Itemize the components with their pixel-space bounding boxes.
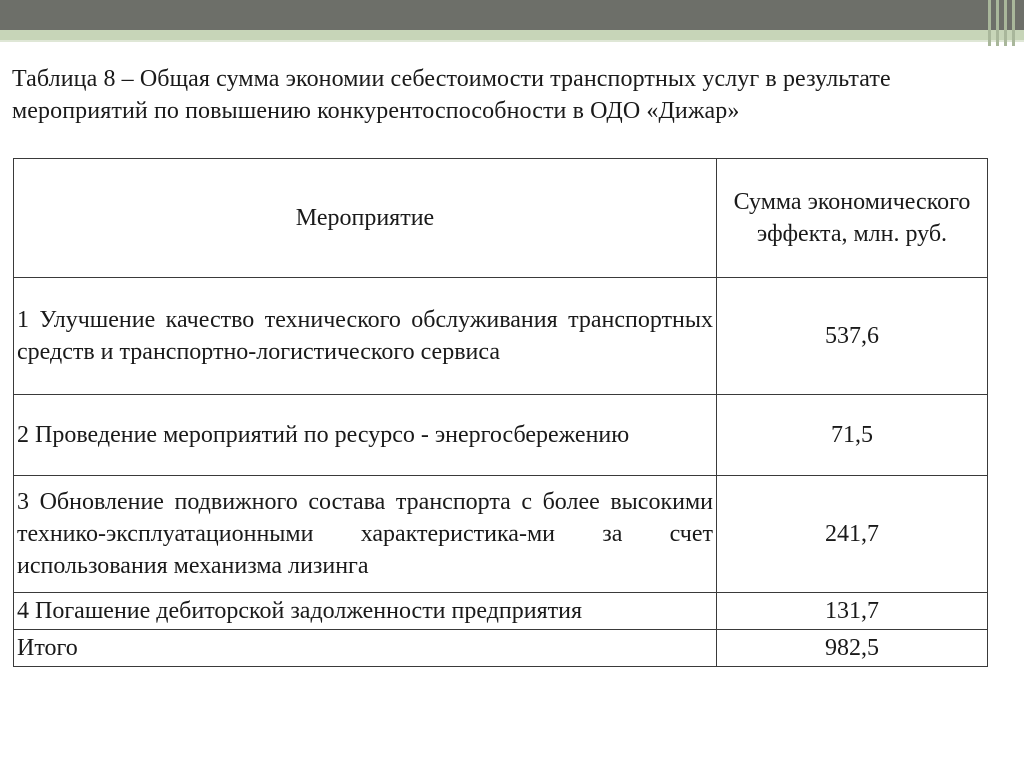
total-label: Итого [14, 630, 717, 667]
row-activity: 1 Улучшение качество технического обслуживания транспортных средств и транспортно-логистического сервиса [14, 278, 717, 395]
slide-accent-band [0, 30, 1024, 40]
row-activity: 3 Обновление подвижного состава транспорта с более высокими технико-эксплуатационными характеристика-ми за счет использования механизма лизинга [14, 476, 717, 593]
table-header-row [14, 159, 988, 278]
row-amount: 131,7 [717, 593, 988, 630]
table-row [14, 593, 988, 630]
header-amount: Сумма экономического эффекта, млн. руб. [717, 159, 988, 278]
slide-accent-line [0, 40, 1024, 42]
total-amount: 982,5 [717, 630, 988, 667]
economy-table [13, 158, 988, 667]
row-activity: 2 Проведение мероприятий по ресурсо - энергосбережению [14, 395, 717, 476]
table-caption: Таблица 8 – Общая сумма экономии себестоимости транспортных услуг в результате мероприятий по повышению конкурентоспособности в ОДО «Дижар» [12, 66, 891, 124]
row-amount: 537,6 [717, 278, 988, 395]
row-activity: 4 Погашение дебиторской задолженности предприятия [14, 593, 717, 630]
header-activity: Мероприятие [14, 159, 717, 278]
table-row [14, 476, 988, 593]
row-amount: 241,7 [717, 476, 988, 593]
row-amount: 71,5 [717, 395, 988, 476]
table-row [14, 278, 988, 395]
corner-stripes-decoration [984, 0, 1024, 46]
table-row [14, 395, 988, 476]
table-total-row [14, 630, 988, 667]
slide-top-bar [0, 0, 1024, 30]
